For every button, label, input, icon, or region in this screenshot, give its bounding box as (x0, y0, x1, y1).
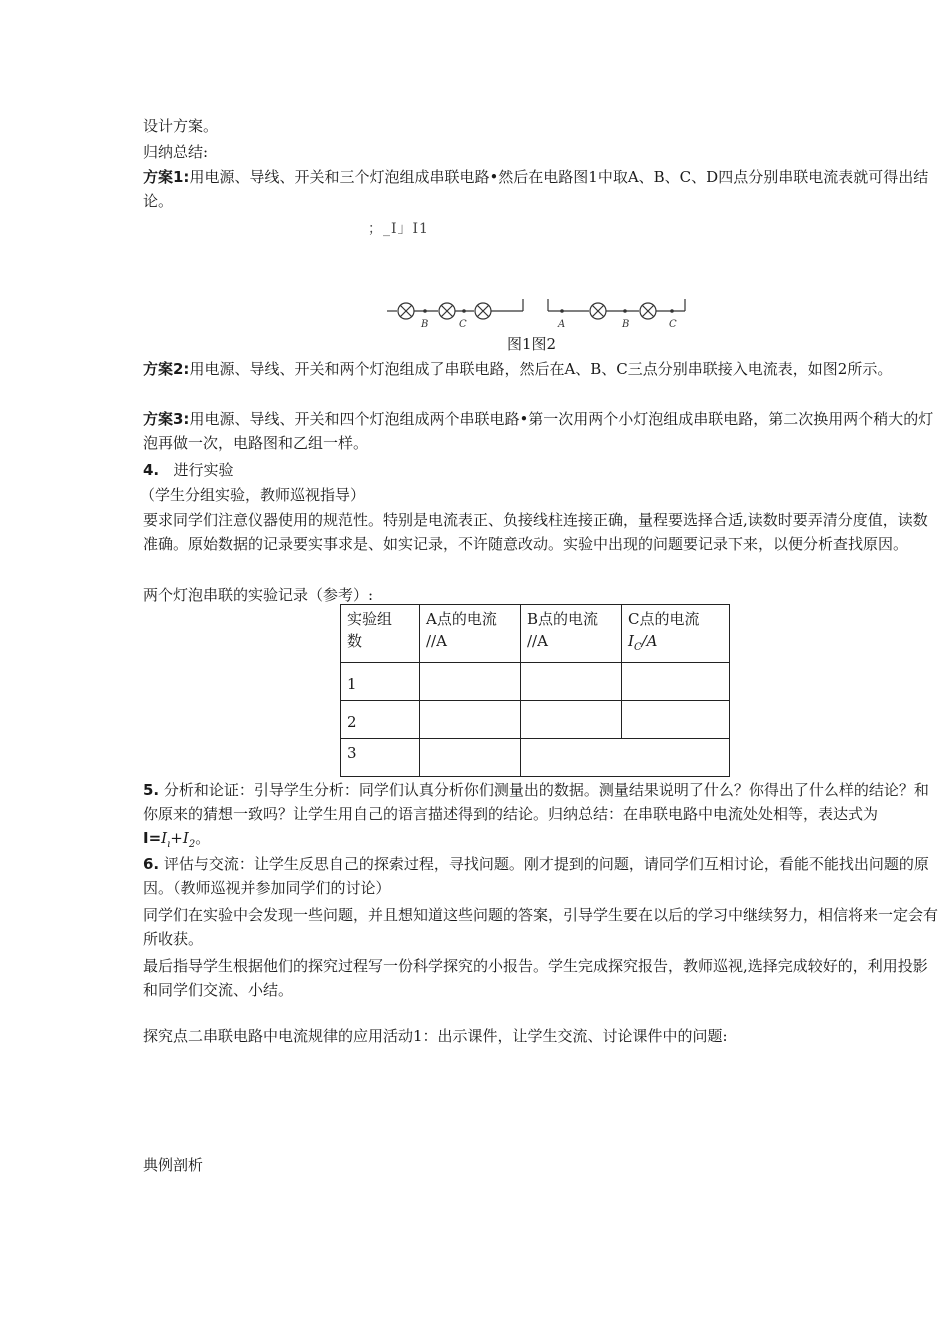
table-cell (420, 701, 521, 739)
header-c-subscript: C (633, 642, 642, 653)
figure2-label-a: A (558, 319, 566, 330)
step4-text: 要求同学们注意仪器使用的规范性。特别是电流表正、负接线柱连接正确，量程要选择合适,读数时要弄清分度值，读数准确。原始数据的记录要实事求是、如实记录，不许随意改动。实验中出现的问题要记录下来，以便分析查找原因。 (143, 511, 928, 553)
figure1-label-c: C (459, 319, 467, 330)
line-design-plan: 设计方案。 (143, 117, 219, 135)
header-a-line2: //A (426, 632, 447, 650)
header-a-line1: A点的电流 (426, 610, 497, 628)
plan3-text: 用电源、导线、开关和四个灯泡组成两个串联电路•第一次用两个小灯泡组成串联电路，第二次换用两个稍大的灯泡再做一次，电路图和乙组一样。 (143, 410, 934, 452)
table-cell (420, 663, 521, 701)
step5-paragraph (143, 778, 938, 857)
header-b-line2: //A (527, 632, 548, 650)
plan2-label: 方案2: (143, 360, 190, 378)
plan1-paragraph (143, 165, 938, 213)
table-row (341, 663, 730, 701)
examples-heading: 典例剖析 (143, 1156, 204, 1174)
paragraph-gains: 同学们在实验中会发现一些问题，并且想知道这些问题的答案，引导学生要在以后的学习中继续努力，相信将来一定会有所收获。 (143, 906, 939, 948)
table-row (341, 739, 730, 777)
figure1-circuit (385, 297, 530, 331)
table-cell (420, 739, 521, 777)
experiment-record-table (340, 604, 730, 777)
header-group-line2: 数 (347, 632, 363, 650)
step6-text: 评估与交流：让学生反思自己的探索过程，寻找问题。刚才提到的问题，请同学们互相讨论，看能不能找出问题的原因。（教师巡视并参加同学们的讨论） (143, 855, 929, 897)
formula-end: 。 (195, 829, 211, 847)
figure1-label-b: B (421, 319, 429, 330)
row-number: 1 (341, 663, 420, 701)
formula-i1: I (161, 829, 168, 847)
header-c (622, 605, 730, 663)
formula-sub1: ı (167, 839, 171, 850)
step4-number: 4. (143, 461, 160, 479)
plan3-paragraph (143, 407, 938, 455)
table-cell (622, 663, 730, 701)
figure-caption: 图1图2 (507, 335, 557, 353)
plan1-text: 用电源、导线、开关和三个灯泡组成串联电路•然后在电路图1中取A、B、C、D四点分别串联电流表就可得出结论。 (143, 168, 929, 210)
figure2-label-b: B (622, 319, 630, 330)
step6-paragraph (143, 852, 938, 900)
row-number: 2 (341, 701, 420, 739)
step4-title: 进行实验 (173, 461, 234, 479)
header-group-line1: 实验组 (347, 610, 393, 628)
step5-label: 5. (143, 781, 160, 799)
header-c-line2 (628, 630, 723, 659)
row-number: 3 (341, 739, 420, 777)
formula-sub2: 2 (188, 839, 196, 850)
plan2-text: 用电源、导线、开关和两个灯泡组成了串联电路，然后在A、B、C三点分别串联接入电流表，如图2所示。 (189, 360, 893, 378)
step4-note: （学生分组实验，教师巡视指导） (140, 486, 366, 504)
section-two-heading: 探究点二串联电路中电流规律的应用活动1：出示课件，让学生交流、讨论课件中的问题: (143, 1027, 728, 1045)
header-c-unit: /A (641, 632, 658, 650)
header-b (521, 605, 622, 663)
table-intro: 两个灯泡串联的实验记录（参考）: (143, 586, 374, 604)
header-c-symbol: I (628, 632, 634, 650)
step6-label: 6. (143, 855, 160, 873)
table-cell (521, 663, 622, 701)
ocr-noise-text: ；_I」I1 (368, 221, 429, 237)
header-b-line1: B点的电流 (527, 610, 599, 628)
table-header-row (341, 605, 730, 663)
step5-text: 分析和论证：引导学生分析：同学们认真分析你们测量出的数据。测量结果说明了什么？你得出了什么样的结论？和你原来的猜想一致吗？让学生用自己的语言描述得到的结论。归纳总结：在串联电路中电流处处相等，表达式为 (143, 781, 929, 823)
figure2-label-c: C (669, 319, 677, 330)
figure2-circuit (545, 297, 690, 331)
table-cell (622, 701, 730, 739)
table-cell-merged (521, 739, 730, 777)
table-row (341, 701, 730, 739)
plan1-label: 方案1: (143, 168, 190, 186)
step4-heading (143, 458, 938, 482)
table-cell (521, 701, 622, 739)
plan3-label: 方案3: (143, 410, 190, 428)
header-a (420, 605, 521, 663)
plan2-paragraph (143, 357, 938, 381)
formula-i2: I (182, 829, 189, 847)
line-summary: 归纳总结: (143, 143, 209, 161)
header-group (341, 605, 420, 663)
formula-i: I= (143, 829, 162, 847)
formula-plus: + (170, 829, 183, 847)
paragraph-report: 最后指导学生根据他们的探究过程写一份科学探究的小报告。学生完成探究报告，教师巡视,选择完成较好的，利用投影和同学们交流、小结。 (143, 957, 928, 999)
header-c-line1: C点的电流 (628, 610, 700, 628)
